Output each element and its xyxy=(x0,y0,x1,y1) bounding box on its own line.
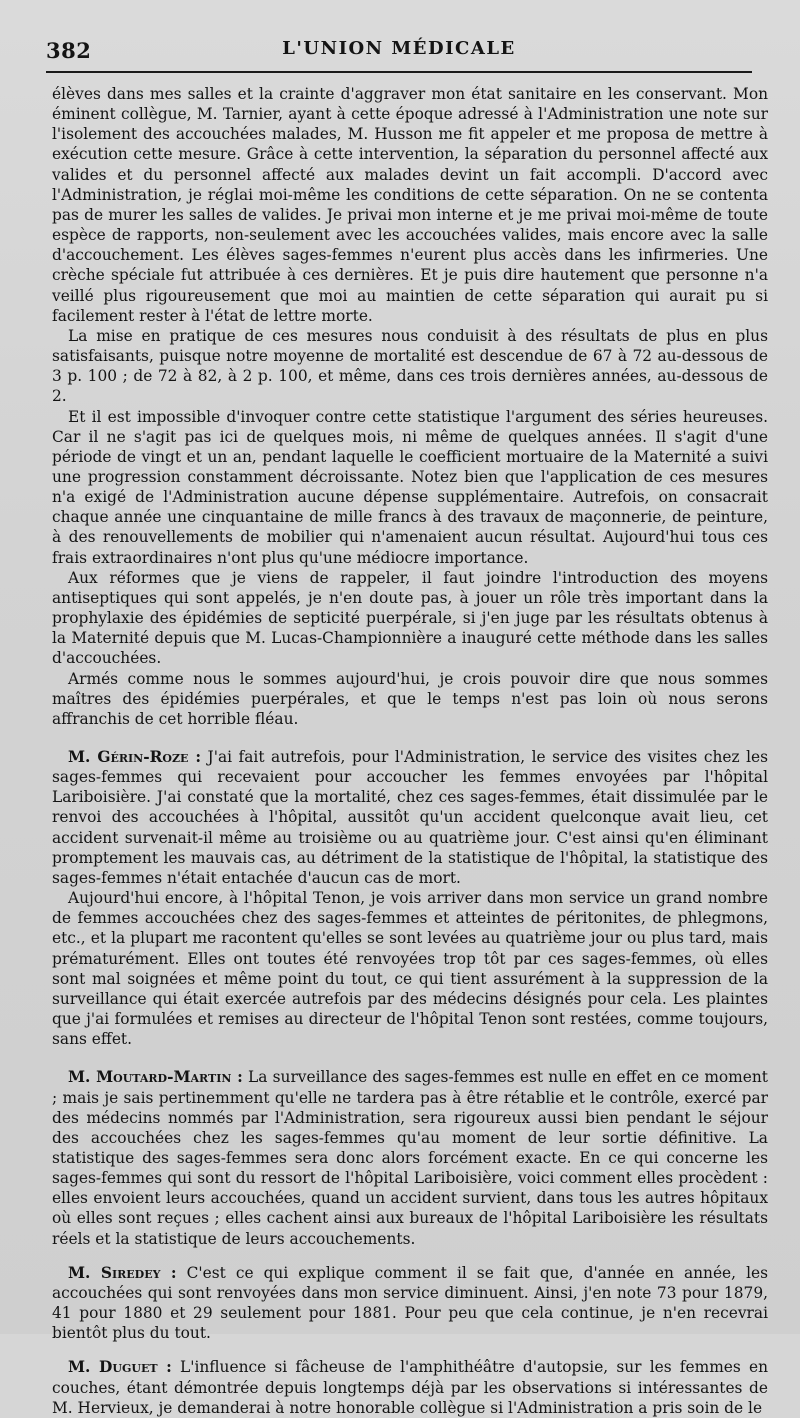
paragraph-text: La mise en pratique de ces mesures nous conduisit à des résultats de plus en plus satisfaisants, puisque notre moyenne de mortalité est descendue de 67 à 72 au-dessous de 3 p. 100 ; de 72 à 82, à 2 p. 100, et même, dans ces trois dernières années, au-dessous de 2. xyxy=(52,326,768,406)
paragraph xyxy=(52,888,768,1049)
paragraph xyxy=(52,326,768,407)
speaker-paragraph xyxy=(52,1357,768,1417)
speaker-name: M. Siredey : xyxy=(68,1263,177,1282)
paragraph-text: Armés comme nous le sommes aujourd'hui, je crois pouvoir dire que nous sommes maîtres des épidémies puerpérales, et que le temps n'est pas loin où nous serons affranchis de cet horrible fléau. xyxy=(52,669,768,728)
speaker-name: M. Gérin-Roze : xyxy=(68,748,202,766)
speaker-paragraph xyxy=(52,1067,768,1248)
running-title: L'UNION MÉDICALE xyxy=(282,38,516,59)
body-text xyxy=(52,84,768,1418)
page-header xyxy=(46,38,752,68)
paragraph-text: L'influence si fâcheuse de l'amphithéâtre d'autopsie, sur les femmes en couches, étant démontrée depuis longtemps déjà par les observations si intéressantes de M. Hervieux, je demanderai à notre honorable collègue si l'Administration a pris soin de le xyxy=(52,1358,768,1417)
paragraph-text: Aujourd'hui encore, à l'hôpital Tenon, je vois arriver dans mon service un grand nombre de femmes accouchées chez des sages-femmes et atteintes de péritonites, de phlegmons, etc., et la plupart me racontent qu'elles se sont levées au quatrième jour ou plus tard, mais prématurément. Elles ont toutes été renvoyées trop tôt par ces sages-femmes, où elles sont mal soignées et même point du tout, ce qui tient assurément à la suppression de la surveillance qui était exercée autrefois par des médecins désignés pour cela. Les plaintes que j'ai formulées et remises au directeur de l'hôpital Tenon sont restées, comme toujours, sans effet. xyxy=(52,889,768,1049)
paragraph-text: C'est ce qui explique comment il se fait que, d'année en année, les accouchées qui sont renvoyées dans mon service diminuent. Ainsi, j'en note 73 pour 1879, 41 pour 1880 et 29 seulement pour 1881. Pour peu que cela continue, je n'en recevrai bientôt plus du tout. xyxy=(52,1263,768,1343)
paragraph xyxy=(52,84,768,326)
speaker-paragraph xyxy=(52,1263,768,1344)
page-number: 382 xyxy=(46,38,92,63)
paragraph-text: Et il est impossible d'invoquer contre cette statistique l'argument des séries heureuses. Car il ne s'agit pas ici de quelques mois, ni même de quelques années. Il s'agit d'une période de vingt et un an, pendant laquelle le coefficient mortuaire de la Maternité a suivi une progression constamment décroissante. Notez bien que l'application de ces mesures n'a exigé de l'Administration aucune dépense supplémentaire. Autrefois, on consacrait chaque année une cinquantaine de mille francs à des travaux de maçonnerie, de peinture, à des renouvellements de mobilier qui n'amenaient aucun résultat. Aujourd'hui tous ces frais extraordinaires n'ont plus qu'une médiocre importance. xyxy=(52,407,768,567)
paragraph xyxy=(52,669,768,729)
paragraph xyxy=(52,568,768,669)
speaker-name: M. Moutard-Martin : xyxy=(68,1068,243,1087)
paragraph xyxy=(52,407,768,568)
paragraph-text: La surveillance des sages-femmes est nulle en effet en ce moment ; mais je sais pertinemment qu'elle ne tardera pas à être rétablie et le contrôle, exercé par des médecins nommés par l'Administration, sera rigoureux aussi bien pendant le séjour des accouchées chez les sages-femmes qu'au moment de leur sortie définitive. La statistique des sages-femmes sera donc alors forcément exacte. En ce qui concerne les sages-femmes qui sont du ressort de l'hôpital Lariboisière, voici comment elles procèdent : elles envoient leurs accouchées, quand un accident survient, dans tous les autres hôpitaux où elles sont reçues ; elles cachent ainsi aux bureaux de l'hôpital Lariboisière les résultats réels et la statistique de leurs accouchements. xyxy=(52,1068,768,1248)
speaker-name: M. Duguet : xyxy=(68,1358,172,1377)
paragraph-text: élèves dans mes salles et la crainte d'aggraver mon état sanitaire en les conservant. Mon éminent collègue, M. Tarnier, ayant à cette époque adressé à l'Administration une note sur l'isolement des accouchées malades, M. Husson me fit appeler et me proposa de mettre à exécution cette mesure. Grâce à cette intervention, la séparation du personnel affecté aux valides et du personnel affecté aux malades devint un fait accompli. D'accord avec l'Administration, je réglai moi-même les conditions de cette séparation. On ne se contenta pas de murer les salles de valides. Je privai mon interne et je me privai moi-même de toute espèce de rapports, non-seulement avec les accouchées valides, mais encore avec la salle d'accouchement. Les élèves sages-femmes n'eurent plus accès dans les infirmeries. Une crèche spéciale fut attribuée à ces dernières. Et je puis dire hautement que personne n'a veillé plus rigoureusement que moi au maintien de cette séparation qui aurait pu si facilement rester à l'état de lettre morte. xyxy=(52,85,768,325)
header-rule xyxy=(46,71,752,73)
speaker-paragraph xyxy=(52,747,768,888)
paragraph-text: Aux réformes que je viens de rappeler, il faut joindre l'introduction des moyens antiseptiques qui sont appelés, je n'en doute pas, à jouer un rôle très important dans la prophylaxie des épidémies de septicité puerpérale, si j'en juge par les résultats obtenus à la Maternité depuis que M. Lucas-Championnière a inauguré cette méthode dans les salles d'accouchées. xyxy=(52,568,768,668)
paragraph-text: J'ai fait autrefois, pour l'Administration, le service des visites chez les sages-femmes qui recevaient pour accoucher les femmes envoyées par l'hôpital Lariboisière. J'ai constaté que la mortalité, chez ces sages-femmes, était dissimulée par le renvoi des accouchées à l'hôpital, aussitôt qu'un accident quelconque avait lieu, cet accident survenait-il même au troisième ou au quatrième jour. C'est ainsi qu'en éliminant promptement les mauvais cas, au détriment de la statistique de l'hôpital, la statistique des sages-femmes n'était entachée d'aucun cas de mort. xyxy=(52,748,769,887)
